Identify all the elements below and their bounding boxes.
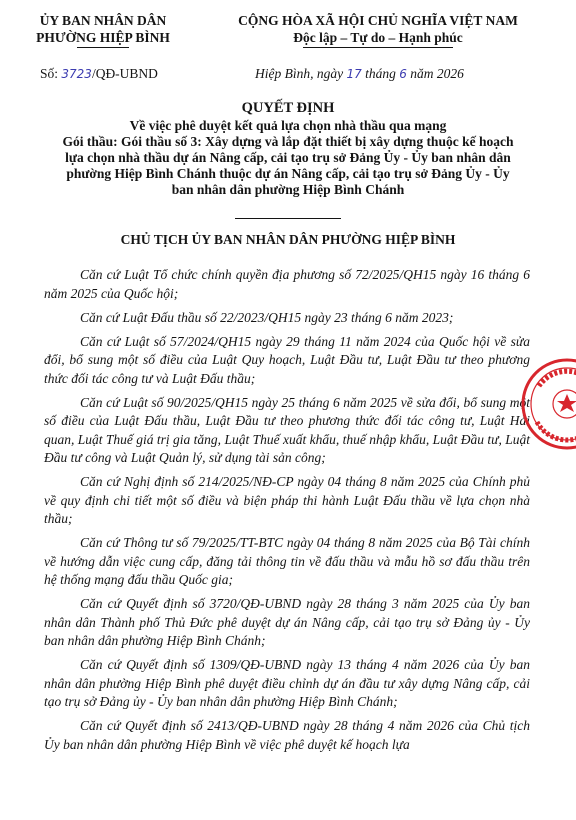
- handwritten-number: 3723: [61, 67, 92, 81]
- document-number: Số: 3723/QĐ-UBND: [40, 66, 158, 81]
- chairman-heading: CHỦ TỊCH ỦY BAN NHÂN DÂN PHƯỜNG HIỆP BÌNH: [120, 232, 456, 247]
- legal-bases: [44, 266, 530, 760]
- motto-underline: [303, 47, 453, 48]
- red-seal-stamp: [519, 356, 576, 452]
- decision-subject-line2: Gói thầu: Gói thầu số 3: Xây dựng và lắp đặt thiết bị xây dựng thuộc kế hoạch lựa chọn nhà thầu dự án Nâng cấp, cải tạo trụ sở Đảng Ủy - Ủy ban nhân dân phường Hiệp Bình Chánh thuộc dự án Nâng cấp, cải tạo trụ sở Đảng Ủy - Ủy ban nhân dân phường Hiệp Bình Chánh: [62, 134, 514, 197]
- subject-divider: [235, 218, 341, 219]
- issue-date: Hiệp Bình, ngày 17 tháng 6 năm 2026: [255, 66, 464, 81]
- legal-basis: Căn cứ Quyết định số 3720/QĐ-UBND ngày 28 tháng 3 năm 2025 của Ủy ban nhân dân Thành phố Thủ Đức phê duyệt dự án Nâng cấp, cải tạo trụ sở Đảng ủy - Ủy ban nhân dân phường Hiệp Bình Chánh;: [44, 596, 530, 648]
- legal-basis: Căn cứ Luật Đấu thầu số 22/2023/QH15 ngày 23 tháng 6 năm 2023;: [80, 309, 454, 325]
- legal-basis: Căn cứ Thông tư số 79/2025/TT-BTC ngày 04 tháng 8 năm 2025 của Bộ Tài chính về hướng dẫn việc cung cấp, đăng tải thông tin về đấu thầu và mẫu hồ sơ đấu thầu trên hệ thống mạng đấu thầu Quốc gia;: [44, 535, 530, 587]
- issuing-authority: [28, 12, 178, 48]
- nation-name: CỘNG HÒA XÃ HỘI CHỦ NGHĨA VIỆT NAM: [238, 13, 518, 28]
- ward-name: PHƯỜNG HIỆP BÌNH: [36, 30, 170, 45]
- legal-basis: Căn cứ Quyết định số 1309/QĐ-UBND ngày 13 tháng 4 năm 2026 của Ủy ban nhân dân phường Hiệp Bình phê duyệt điều chỉnh dự án đầu tư xây dựng Nâng cấp, cải tạo trụ sở Đảng ủy - Ủy ban nhân dân phường Hiệp Bình Chánh;: [44, 657, 530, 709]
- handwritten-day: 17: [346, 67, 362, 81]
- legal-basis: Căn cứ Luật số 57/2024/QH15 ngày 29 tháng 11 năm 2024 của Quốc hội về sửa đổi, bổ sung một số điều của Luật Quy hoạch, Luật Đầu tư, Luật Đầu tư theo phương thức đối tác công tư và Luật Đấu thầu;: [44, 333, 530, 386]
- handwritten-month: 6: [399, 67, 407, 81]
- legal-basis: Căn cứ Luật số 90/2025/QH15 ngày 25 tháng 6 năm 2025 về sửa đổi, bổ sung một số điều của Luật Đấu thầu, Luật Đầu tư theo phương thức đối tác công tư, Luật Hải quan, Luật Thuế giá trị gia tăng, Luật Thuế xuất khẩu, thuế nhập khẩu, Luật Đầu tư, Luật Đầu tư công và Luật Quản lý, sử dụng tài sản công;: [44, 394, 530, 465]
- decision-title: QUYẾT ĐỊNH: [241, 100, 335, 116]
- legal-basis: Căn cứ Quyết định số 2413/QĐ-UBND ngày 28 tháng 4 năm 2026 của Chủ tịch Ủy ban nhân dân phường Hiệp Bình về việc phê duyệt kế hoạch lựa: [44, 718, 530, 752]
- authority-underline: [77, 47, 129, 48]
- decision-subject-line1: Về việc phê duyệt kết quả lựa chọn nhà thầu qua mạng: [129, 118, 447, 133]
- decision-subject: [56, 118, 520, 198]
- legal-basis: Căn cứ Luật Tổ chức chính quyền địa phương số 72/2025/QH15 ngày 16 tháng 6 năm 2025 của Quốc hội;: [44, 267, 530, 301]
- legal-basis: Căn cứ Nghị định số 214/2025/NĐ-CP ngày 04 tháng 8 năm 2025 của Chính phủ về quy định chi tiết một số điều và biện pháp thi hành Luật Đấu thầu về lựa chọn nhà thầu;: [44, 474, 530, 526]
- national-motto: Độc lập – Tự do – Hạnh phúc: [293, 30, 463, 45]
- authority-name: ỦY BAN NHÂN DÂN: [39, 13, 167, 28]
- national-header: [228, 12, 528, 48]
